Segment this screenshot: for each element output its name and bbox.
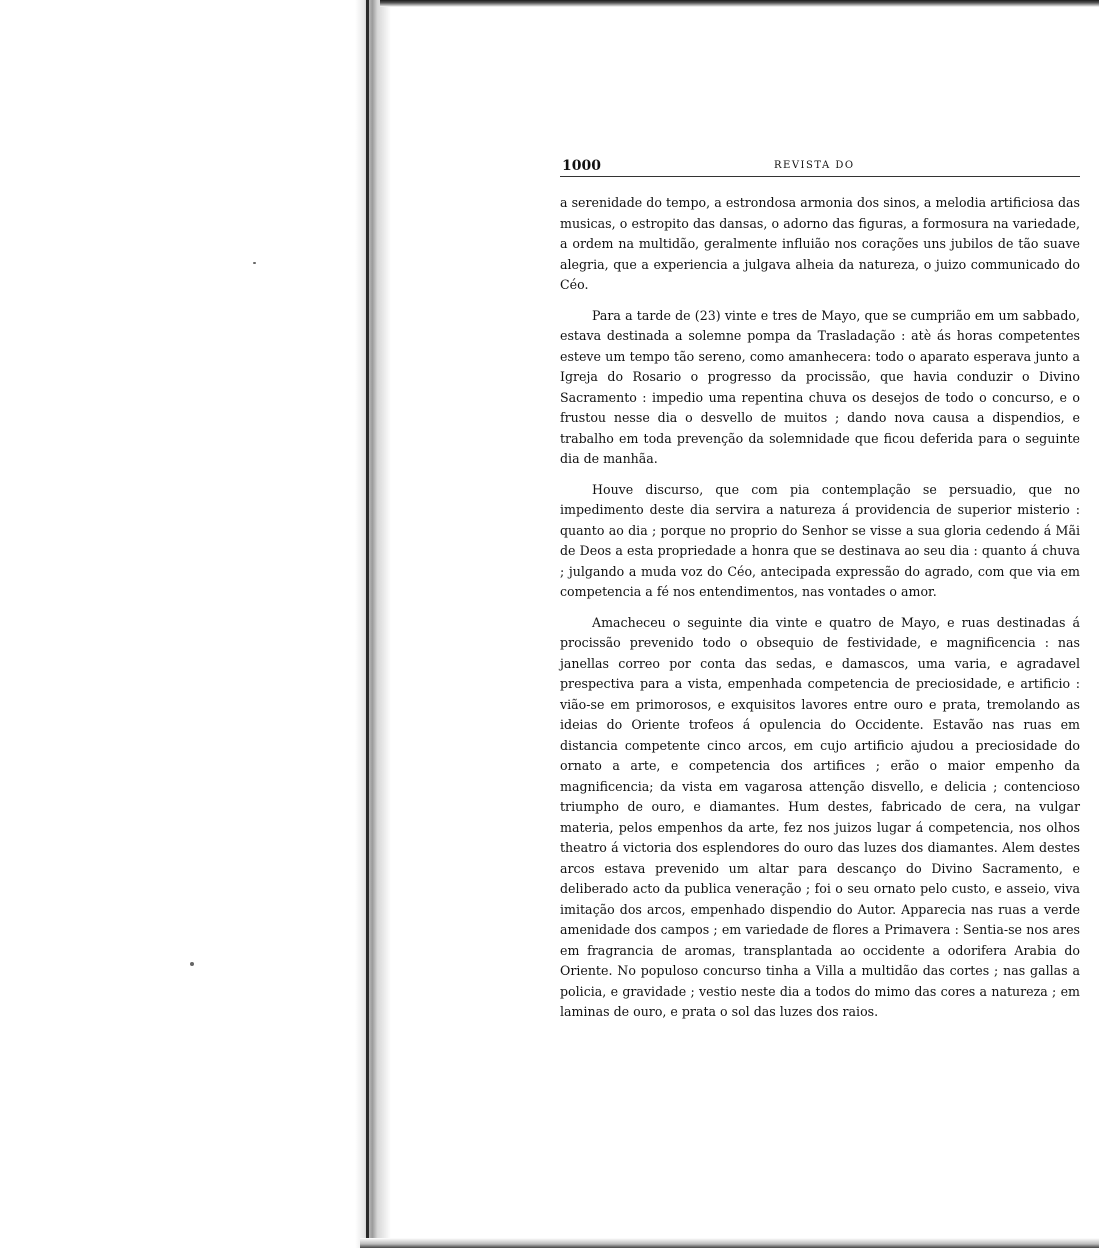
page-number: 1000	[562, 158, 601, 174]
running-title: REVISTA DO	[774, 160, 855, 171]
scan-speck	[190, 962, 194, 966]
page-bottom-edge	[360, 1238, 1099, 1248]
book-spine-line	[366, 0, 369, 1248]
running-head	[560, 150, 1080, 177]
paragraph: Houve discurso, que com pia contemplação se persuadio, que no impedimento deste dia servira a natureza á providencia de superior misterio : quanto ao dia ; porque no proprio do Senhor se visse a sua gloria cedendo á Mãi de Deos a esta propriedade a honra que se destinava ao seu dia : quanto á chuva ; julgando a muda voz do Céo, antecipada expressão do agrado, com que via em competencia a fé nos entendimentos, nas vontades o amor.	[560, 481, 1080, 599]
scan-speck	[253, 262, 256, 264]
paragraph: Amacheceu o seguinte dia vinte e quatro de Mayo, e ruas destinadas á procissão prevenido todo o obsequio de festividade, e magnificencia : nas janellas correo por conta das sedas, e damascos, uma varia, e agradavel prespectiva para a vista, empenhada competencia de preciosidade, e artificio : vião-se em primorosos, e exquisitos lavores entre ouro e prata, tremolando as ideias do Oriente trofeos á opulencia do Occidente. Estavão nas ruas em distancia competente cinco arcos, em cujo artificio ajudou a preciosidade do ornato a arte, e competencia dos artifices ; erão o maior empenho da magnificencia; da vista em vagarosa attenção disvello, e delicia ; contencioso triumpho de ouro, e diamantes. Hum destes, fabricado de cera, na vulgar materia, pelos empenhos da arte, fez nos juizos lugar á competencia, nos olhos theatro á victoria dos esplendores do ouro das luzes dos diamantes. Alem destes arcos estava prevenido um altar para descanço do Divino Sacramento, e deliberado acto da publica veneração ; foi o seu ornato pelo custo, e asseio, viva imitação dos arcos, empenhado dispendio do Autor. Apparecia nas ruas a verde amenidade dos campos ; em variedade de flores a Primavera : Sentia-se nos ares em fragrancia de aromas, transplantada ao occidente a odorifera Arabia do Oriente. No populoso concurso tinha a Villa a multidão das cortes ; nas gallas a policia, e gravidade ; vestio neste dia a todos do mimo das cores a natureza ; em laminas de ouro, e prata o sol das luzes dos raios.	[560, 614, 1080, 1019]
book-gutter-shadow	[355, 0, 391, 1248]
paragraph: a serenidade do tempo, a estrondosa armonia dos sinos, a melodia artificiosa das musicas, o estropito das dansas, o adorno das figuras, a formosura na variedade, a ordem na multidão, geralmente influião nos corações uns jubilos de tão suave alegria, que a experiencia a julgava alheia da natureza, o juizo communicado do Céo.	[560, 195, 1080, 292]
paragraph: Para a tarde de (23) vinte e tres de Mayo, que se cumprião em um sabbado, estava destinada a solemne pompa da Trasladação : atè ás horas competentes esteve um tempo tão sereno, como amanhecera: todo o aparato esperava junto a Igreja do Rosario o progresso da procissão, que havia conduzir o Divino Sacramento : impedio uma repentina chuva os desejos de todo o concurso, e o frustou nesse dia o desvello de muitos ; dando nova causa a dispendios, e trabalho em toda prevenção da solemnidade que ficou deferida para o seguinte dia de manhãa.	[560, 307, 1080, 466]
book-page	[560, 150, 1080, 1033]
page-top-edge	[380, 0, 1099, 7]
